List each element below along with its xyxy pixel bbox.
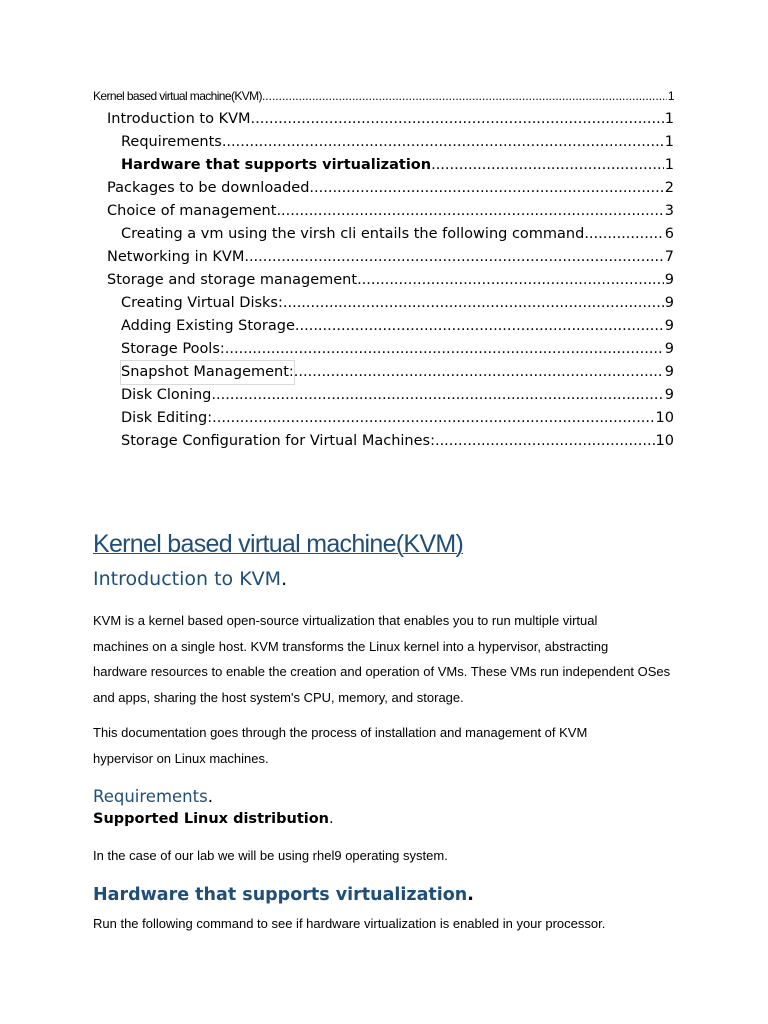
toc-entry-text: Storage Pools:	[121, 341, 225, 357]
toc-entry-existing-storage[interactable]	[93, 315, 674, 338]
toc-leader	[431, 154, 664, 177]
introduction-heading	[93, 566, 678, 592]
toc-leader	[244, 246, 663, 269]
introduction-heading-text: Introduction to KVM	[93, 568, 282, 590]
toc-page-number: 1	[664, 157, 674, 173]
toc-leader	[435, 430, 655, 453]
table-of-contents	[93, 85, 674, 453]
toc-entry-text: Introduction to KVM	[107, 111, 251, 127]
toc-entry-storage-config[interactable]	[93, 430, 674, 453]
hardware-paragraph: Run the following command to see if hardware virtualization is enabled in your processor.	[93, 915, 606, 931]
requirements-heading-text: Requirements	[93, 787, 208, 806]
toc-entry-management[interactable]	[93, 200, 674, 223]
paragraph-line: This documentation goes through the process of installation and management of KVM	[93, 725, 588, 740]
heading-period: .	[467, 884, 474, 905]
toc-entry-text: Storage Configuration for Virtual Machines:	[121, 433, 435, 449]
toc-entry-text: Requirements	[121, 134, 222, 150]
toc-leader	[211, 384, 663, 407]
toc-entry-text: Hardware that supports virtualization	[121, 157, 432, 173]
toc-page-number: 9	[664, 318, 674, 334]
toc-page-number: 6	[664, 226, 674, 242]
toc-leader	[357, 269, 664, 292]
lab-os-paragraph: In the case of our lab we will be using rhel9 operating system.	[93, 848, 448, 863]
toc-page-number: 1	[664, 111, 674, 127]
toc-page-number: 2	[664, 180, 674, 196]
document-title: Kernel based virtual machine(KVM)	[93, 530, 464, 558]
toc-entry-packages[interactable]	[93, 177, 674, 200]
toc-page-number: 9	[664, 341, 674, 357]
toc-leader	[225, 338, 664, 361]
toc-leader	[294, 361, 664, 384]
paragraph-line: hardware resources to enable the creation and operation of VMs. These VMs run independent OSes	[93, 664, 671, 679]
paragraph-line: hypervisor on Linux machines.	[93, 750, 269, 766]
toc-entry-storage[interactable]	[93, 269, 674, 292]
heading-period: .	[329, 811, 334, 827]
toc-page-number: 10	[655, 433, 674, 449]
toc-entry-virtual-disks[interactable]	[93, 292, 674, 315]
toc-entry-disk-cloning[interactable]	[93, 384, 674, 407]
paragraph-line: machines on a single host. KVM transforms the Linux kernel into a hypervisor, abstracting	[93, 638, 609, 654]
document-body	[93, 526, 678, 936]
toc-entry-text: Packages to be downloaded	[107, 180, 310, 196]
toc-page-number: 1	[667, 89, 674, 103]
toc-leader	[262, 85, 667, 108]
toc-page-number: 9	[664, 364, 674, 380]
hardware-heading	[93, 882, 678, 908]
documentation-paragraph	[93, 720, 678, 771]
toc-leader	[212, 407, 654, 430]
toc-leader	[283, 292, 664, 315]
toc-page-number: 9	[664, 272, 674, 288]
toc-entry-text: Storage and storage management	[107, 272, 358, 288]
toc-page-number: 7	[664, 249, 674, 265]
hardware-heading-text: Hardware that supports virtualization	[93, 884, 468, 905]
toc-entry-disk-editing[interactable]	[93, 407, 674, 430]
toc-page-number: 9	[664, 295, 674, 311]
toc-leader	[251, 108, 664, 131]
toc-entry-text: Disk Cloning	[121, 387, 212, 403]
toc-entry-text: Kernel based virtual machine(KVM)	[93, 89, 262, 103]
supported-distribution-text: Supported Linux distribution	[93, 811, 330, 827]
requirements-heading	[93, 785, 678, 809]
toc-entry-text: Creating Virtual Disks:	[121, 295, 283, 311]
toc-entry-networking[interactable]	[93, 246, 674, 269]
supported-distribution-label	[93, 809, 678, 829]
heading-period: .	[207, 787, 213, 806]
paragraph-line: and apps, sharing the host system's CPU, memory, and storage.	[93, 689, 464, 705]
toc-entry-text: Creating a vm using the virsh cli entails the following command	[121, 226, 585, 242]
toc-entry-text: Snapshot Management:	[121, 361, 294, 384]
toc-leader	[295, 315, 664, 338]
intro-paragraph	[93, 608, 678, 710]
toc-entry-kvm[interactable]	[93, 85, 674, 108]
toc-entry-introduction[interactable]	[93, 108, 674, 131]
paragraph-line: KVM is a kernel based open-source virtualization that enables you to run multiple virtual	[93, 613, 598, 628]
toc-leader	[309, 177, 663, 200]
toc-entry-text: Adding Existing Storage	[121, 318, 295, 334]
toc-page-number: 3	[664, 203, 674, 219]
toc-entry-virsh[interactable]	[93, 223, 674, 246]
toc-page-number: 1	[664, 134, 674, 150]
toc-page-number: 9	[664, 387, 674, 403]
toc-entry-requirements[interactable]	[93, 131, 674, 154]
toc-entry-text: Choice of management	[107, 203, 277, 219]
toc-leader	[584, 223, 663, 246]
toc-entry-hardware[interactable]	[93, 154, 674, 177]
toc-entry-text: Disk Editing:	[121, 410, 213, 426]
heading-period: .	[281, 568, 288, 590]
toc-leader	[276, 200, 663, 223]
toc-page-number: 10	[655, 410, 674, 426]
toc-entry-snapshot[interactable]	[93, 361, 674, 384]
toc-leader	[222, 131, 664, 154]
toc-entry-text: Networking in KVM	[107, 249, 245, 265]
toc-entry-storage-pools[interactable]	[93, 338, 674, 361]
